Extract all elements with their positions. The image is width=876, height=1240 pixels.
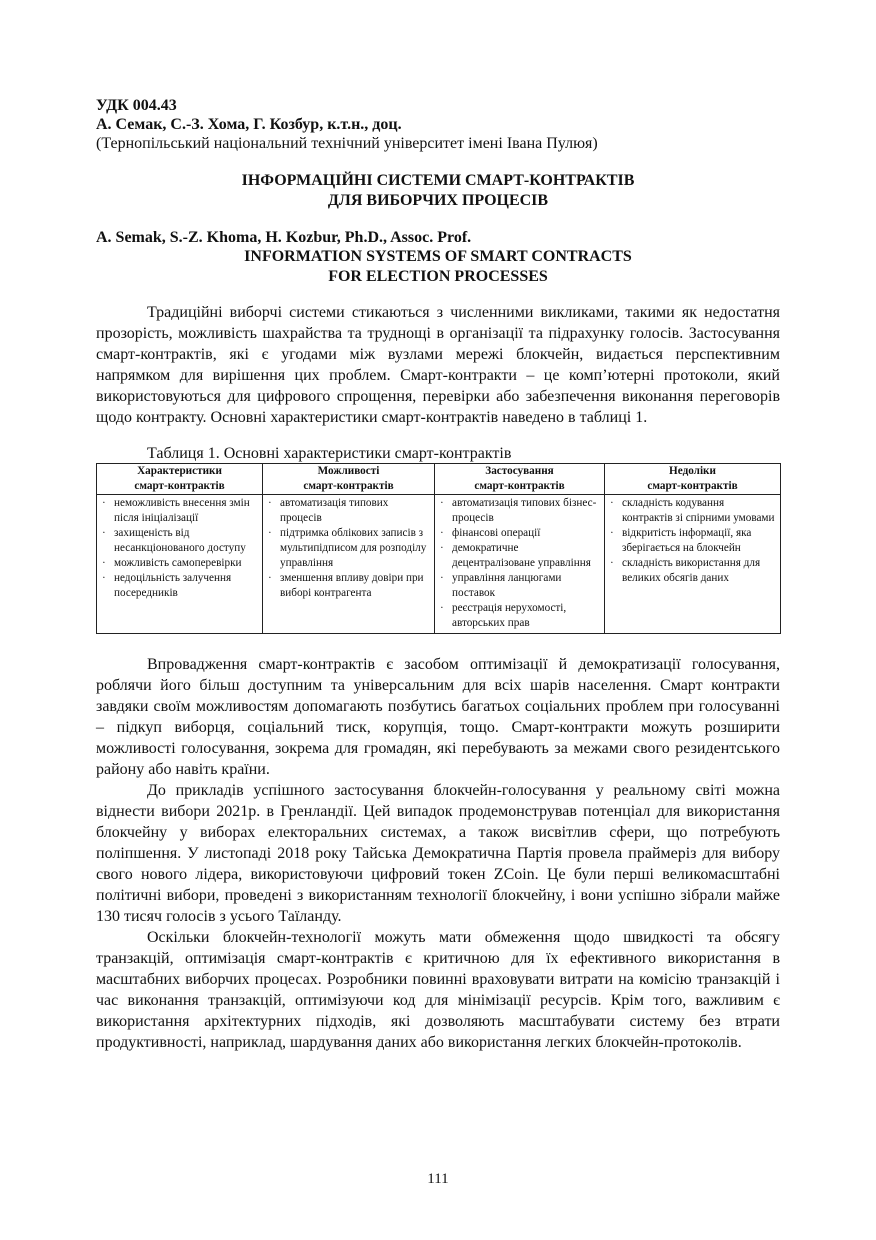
title-en-line1: INFORMATION SYSTEMS OF SMART CONTRACTS (244, 248, 632, 265)
table-header-cell: Характеристики смарт-контрактів (97, 464, 263, 495)
characteristics-table (96, 463, 781, 634)
table-cell (263, 495, 435, 634)
table-header-row (97, 464, 781, 495)
bullet-icon: · (102, 497, 106, 509)
title-uk-line1: ІНФОРМАЦІЙНІ СИСТЕМИ СМАРТ-КОНТРАКТІВ (241, 172, 635, 189)
list-item: · захищеність від несанкціонованого доступу (102, 527, 246, 554)
bullet-icon: · (268, 497, 272, 509)
list-item: · управління ланцюгами поставок (440, 572, 562, 599)
paragraph-intro: Традиційні виборчі системи стикаються з численними викликами, такими як недостатня прозорість, можливість шахрайства та труднощі в організації та підрахунку голосів. Застосування смарт-контрактів, які є угодами між вузлами мережі блокчейн, видається перспективним напрямком для вирішення цих проблем. Смарт-контракти – це комп’ютерні протоколи, який використовуються для цифрового спрощення, перевірки або забезпечення виконання переговорів щодо контракту. Основні характеристики смарт-контрактів наведено в таблиці 1. (96, 304, 780, 426)
list-item: · реєстрація нерухомості, авторських прав (440, 602, 567, 629)
bullet-icon: · (102, 527, 106, 539)
list-item: · фінансові операції (440, 527, 541, 539)
bullet-icon: · (102, 557, 106, 569)
table-header-cell: Застосування смарт-контрактів (435, 464, 605, 495)
bullet-icon: · (440, 497, 444, 509)
bullet-icon: · (440, 602, 444, 614)
page-number: 111 (427, 1171, 449, 1187)
list-item: · складність кодування контрактів зі спірними умовами (610, 497, 775, 524)
bullet-icon: · (268, 572, 272, 584)
table-caption: Таблиця 1. Основні характеристики смарт-контрактів (147, 445, 512, 462)
authors-en: A. Semak, S.-Z. Khoma, H. Kozbur, Ph.D., Assoc. Prof. (96, 229, 472, 246)
authors-uk: А. Семак, С.-З. Хома, Г. Козбур, к.т.н., доц. (96, 116, 402, 133)
table-row (97, 495, 781, 634)
paragraph-adoption: Впровадження смарт-контрактів є засобом оптимізації й демократизації голосування, роблячи його більш доступним та універсальним для всіх шарів населення. Смарт контракти завдяки своїм можливостям допомагають позбутись багатьох соціальних проблем при голосуванні – підкуп виборця, соціальний тиск, корупція, тощо. Смарт-контракти можуть розширити можливості голосування, зокрема для громадян, які перебувають за межами свого резидентського району або навіть країни. (96, 656, 780, 778)
title-en (96, 247, 780, 287)
udk-code: УДК 004.43 (96, 97, 177, 114)
paragraph-optimization: Оскільки блокчейн-технології можуть мати обмеження щодо швидкості та обсягу транзакцій, оптимізація смарт-контрактів є критичною для їх ефективного використання в масштабних виборчих процесах. Розробники повинні враховувати витрати на комісію транзакцій і час виконання транзакцій, оптимізуючи код для мінімізації ресурсів. Крім того, важливим є використання архітектурних підходів, які дозволяють масштабувати систему без втрати продуктивності, наприклад, шардування даних або використання легких блокчейн-протоколів. (96, 929, 780, 1051)
table-cell (435, 495, 605, 634)
bullet-icon: · (102, 572, 106, 584)
table-header-cell: Недоліки смарт-контрактів (605, 464, 781, 495)
bullet-icon: · (268, 527, 272, 539)
title-uk (96, 171, 780, 211)
list-item: · неможливість внесення змін після ініціалізації (102, 497, 250, 524)
table-header-cell: Можливості смарт-контрактів (263, 464, 435, 495)
list-item: · автоматизація типових бізнес-процесів (440, 497, 597, 524)
list-item: · можливість самоперевірки (102, 557, 242, 569)
list-item: · відкритість інформації, яка зберігається на блокчейн (610, 527, 752, 554)
list-item: · недоцільність залучення посередників (102, 572, 232, 599)
table-cell (605, 495, 781, 634)
bullet-icon: · (440, 572, 444, 584)
bullet-icon: · (440, 542, 444, 554)
paragraph-examples: До прикладів успішного застосування блокчейн-голосування у реальному світі можна віднести вибори 2021р. в Гренландії. Цей випадок продемонстрував потенціал для використання блокчейну у виборах електоральних системах, а також висвітлив сфери, що потребують поліпшення. У листопаді 2018 року Тайська Демократична Партія провела праймеріз для вибору свого нового лідера, використовуючи цифровий токен ZCoin. Це були перші великомасштабні політичні вибори, проведені з використанням технології блокчейну, і вони успішно зібрали майже 130 тисяч голосів з усього Таїланду. (96, 782, 780, 925)
list-item: · складність використання для великих обсягів даних (610, 557, 761, 584)
title-uk-line2: ДЛЯ ВИБОРЧИХ ПРОЦЕСІВ (327, 192, 549, 209)
bullet-icon: · (610, 527, 614, 539)
list-item: · підтримка облікових записів з мультипідписом для розподілу управління (268, 527, 427, 569)
bullet-icon: · (610, 557, 614, 569)
list-item: · зменшення впливу довіри при виборі контрагента (268, 572, 424, 599)
table-cell (97, 495, 263, 634)
list-item: · автоматизація типових процесів (268, 497, 389, 524)
title-en-line2: FOR ELECTION PROCESSES (328, 268, 548, 285)
paper-page (96, 96, 780, 1053)
bullet-icon: · (610, 497, 614, 509)
bullet-icon: · (440, 527, 444, 539)
list-item: · демократичне децентралізоване управління (440, 542, 591, 569)
affiliation: (Тернопільський національний технічний університет імені Івана Пулюя) (96, 135, 598, 152)
